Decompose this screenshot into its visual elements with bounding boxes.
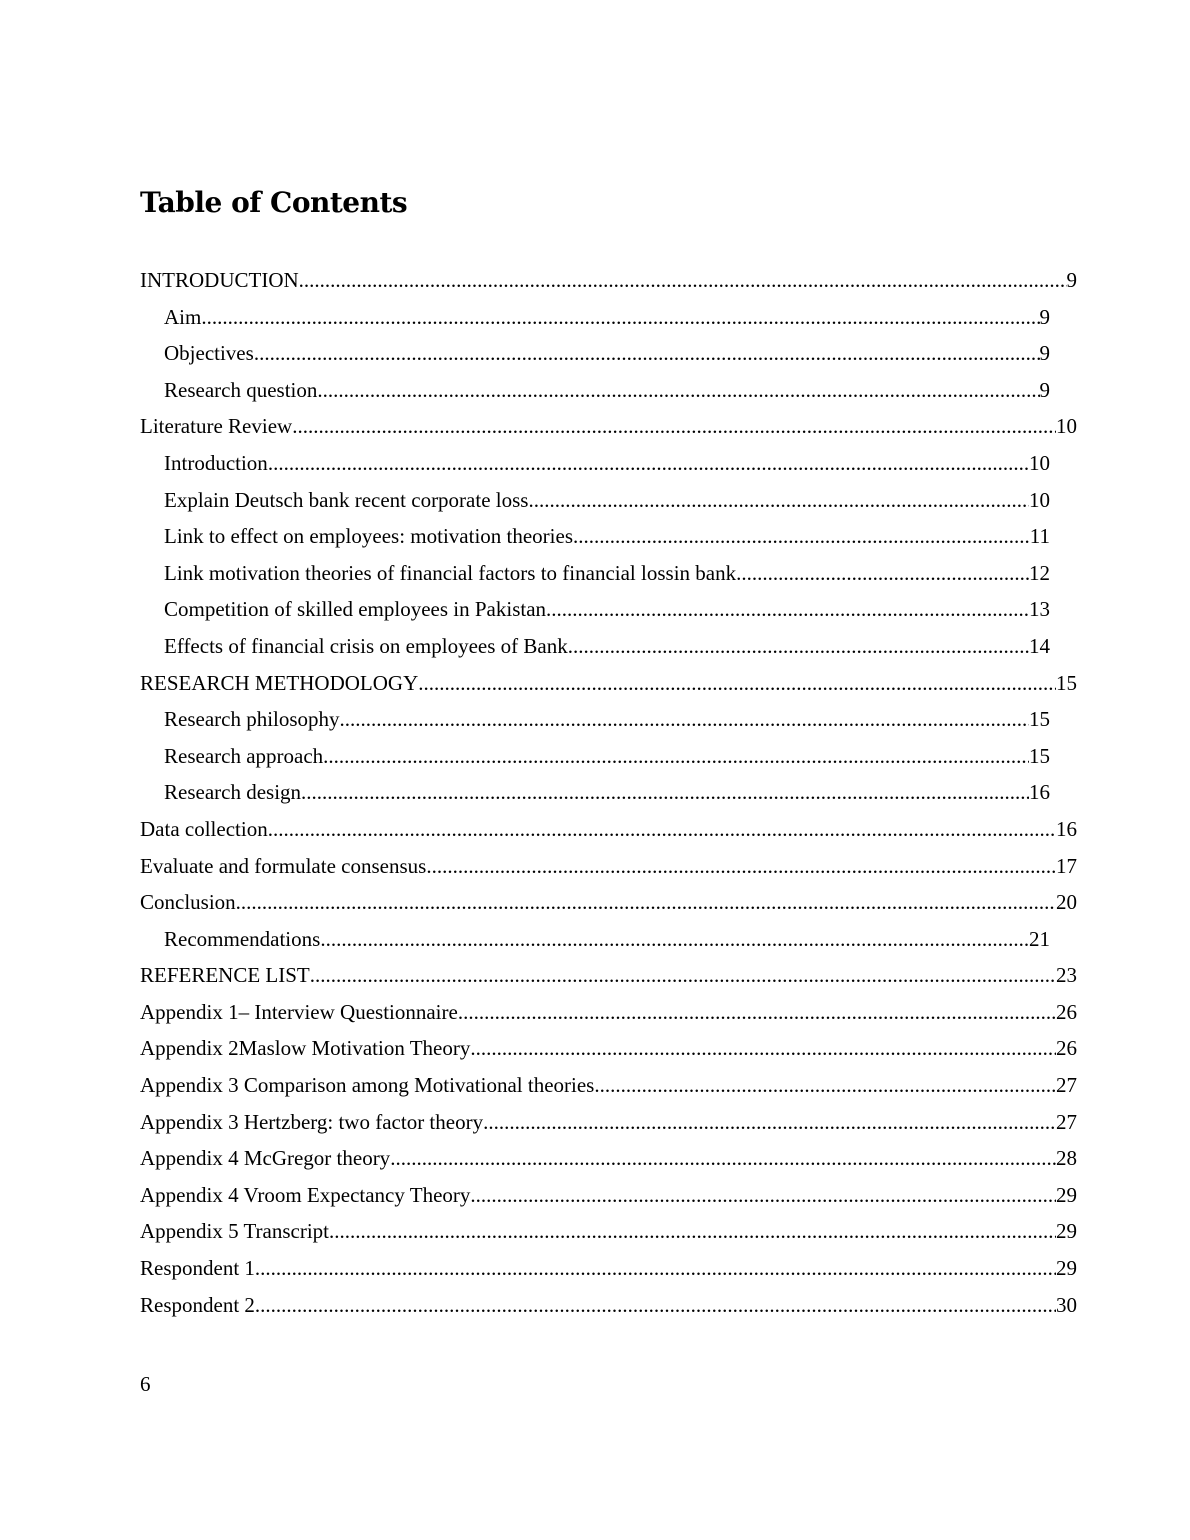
toc-entry-page: 12	[1029, 560, 1050, 585]
toc-dot-leader	[310, 957, 1056, 994]
toc-entry[interactable]	[140, 811, 1077, 848]
toc-entry-title: Appendix 5 Transcript	[140, 1219, 329, 1244]
toc-dot-leader	[458, 994, 1056, 1031]
toc-entry-page: 27	[1056, 1109, 1077, 1134]
toc-entry-page: 9	[1039, 341, 1050, 366]
toc-entry-title: Recommendations	[164, 926, 321, 951]
toc-entry-page: 23	[1056, 963, 1077, 988]
toc-dot-leader	[426, 848, 1056, 885]
page-number: 6	[140, 1372, 151, 1396]
toc-dot-leader	[568, 628, 1029, 665]
toc-dot-leader	[418, 665, 1056, 702]
toc-entry-page: 10	[1029, 487, 1050, 512]
toc-entry-page: 9	[1066, 268, 1077, 292]
toc-dot-leader	[329, 1213, 1056, 1250]
toc-entry-page: 20	[1056, 890, 1077, 915]
toc-dot-leader	[268, 811, 1056, 848]
toc-entry[interactable]	[164, 518, 1050, 555]
toc-dot-leader	[292, 408, 1056, 445]
toc-entry-page: 26	[1056, 1036, 1077, 1061]
toc-entry-title: Appendix 4 McGregor theory	[140, 1146, 391, 1171]
toc-entry[interactable]	[140, 1177, 1077, 1214]
toc-entry[interactable]	[164, 921, 1050, 958]
toc-entry-title: Appendix 4 Vroom Expectancy Theory	[140, 1182, 471, 1207]
toc-entry-title: Appendix 3 Hertzberg: two factor theory	[140, 1109, 484, 1134]
toc-dot-leader	[255, 1250, 1056, 1287]
toc-entry-title: REFERENCE LIST	[140, 963, 310, 988]
toc-entry-page: 27	[1056, 1073, 1077, 1098]
toc-entry[interactable]	[164, 628, 1050, 665]
toc-dot-leader	[470, 1177, 1056, 1214]
toc-entry-title: Research design	[164, 780, 302, 805]
toc-entry[interactable]	[140, 1140, 1077, 1177]
toc-dot-leader	[323, 738, 1029, 775]
toc-entry-title: Effects of financial crisis on employees of Bank	[164, 633, 568, 658]
toc-dot-leader	[594, 1067, 1056, 1104]
toc-entry-page: 17	[1056, 853, 1077, 878]
toc-entry-title: Introduction	[164, 450, 268, 475]
toc-entry-title: Conclusion	[140, 890, 236, 915]
toc-entry-page: 11	[1029, 524, 1050, 549]
toc-entry-page: 16	[1056, 816, 1077, 841]
toc-entry-title: Evaluate and formulate consensus	[140, 853, 427, 878]
toc-heading: Table of Contents	[140, 186, 408, 219]
toc-dot-leader	[301, 774, 1029, 811]
toc-entry-title: Link to effect on employees: motivation theories	[164, 524, 574, 549]
toc-entry[interactable]	[140, 262, 1077, 299]
toc-dot-leader	[255, 1287, 1056, 1324]
toc-entry-title: Explain Deutsch bank recent corporate loss	[164, 487, 529, 512]
toc-entry-title: Respondent 2	[140, 1292, 255, 1317]
toc-entry-page: 13	[1029, 597, 1050, 622]
toc-entry-page: 29	[1056, 1219, 1077, 1244]
toc-entry[interactable]	[164, 738, 1050, 775]
toc-entry[interactable]	[140, 884, 1077, 921]
toc-entry[interactable]	[140, 994, 1077, 1031]
toc-entry-title: Competition of skilled employees in Pakistan	[164, 597, 547, 622]
toc-dot-leader	[546, 591, 1029, 628]
toc-entry-title: RESEARCH METHODOLOGY	[140, 670, 419, 695]
toc-entry[interactable]	[140, 665, 1077, 702]
toc-entry[interactable]	[140, 1067, 1077, 1104]
toc-dot-leader	[320, 921, 1029, 958]
toc-entry[interactable]	[140, 1250, 1077, 1287]
toc-entry-page: 30	[1056, 1292, 1077, 1317]
toc-entry-title: Appendix 1– Interview Questionnaire	[140, 999, 458, 1024]
toc-dot-leader	[340, 701, 1029, 738]
toc-entry-page: 9	[1039, 377, 1050, 402]
toc-entry-title: Research approach	[164, 743, 324, 768]
toc-dot-leader	[299, 262, 1067, 299]
toc-entry[interactable]	[164, 372, 1050, 409]
toc-list	[140, 262, 1080, 1323]
toc-entry-title: Objectives	[164, 341, 254, 366]
toc-entry-title: Appendix 3 Comparison among Motivational theories	[140, 1073, 595, 1098]
toc-entry-page: 15	[1029, 743, 1050, 768]
toc-dot-leader	[736, 555, 1029, 592]
toc-entry[interactable]	[140, 408, 1077, 445]
toc-entry-title: Aim	[164, 304, 202, 329]
toc-entry-page: 29	[1056, 1256, 1077, 1281]
toc-entry-page: 10	[1056, 414, 1077, 439]
toc-dot-leader	[528, 482, 1029, 519]
toc-entry-page: 15	[1056, 670, 1077, 695]
toc-entry[interactable]	[164, 701, 1050, 738]
toc-dot-leader	[470, 1030, 1056, 1067]
toc-entry[interactable]	[164, 482, 1050, 519]
toc-entry-title: INTRODUCTION	[140, 268, 299, 292]
toc-entry[interactable]	[164, 591, 1050, 628]
toc-entry-page: 29	[1056, 1182, 1077, 1207]
toc-entry[interactable]	[164, 555, 1050, 592]
toc-entry-page: 28	[1056, 1146, 1077, 1171]
toc-entry-title: Research philosophy	[164, 707, 340, 732]
toc-dot-leader	[483, 1104, 1056, 1141]
toc-dot-leader	[236, 884, 1056, 921]
toc-entry-page: 16	[1029, 780, 1050, 805]
toc-entry-page: 10	[1029, 450, 1050, 475]
toc-dot-leader	[268, 445, 1029, 482]
toc-entry-page: 15	[1029, 707, 1050, 732]
toc-entry[interactable]	[164, 445, 1050, 482]
toc-entry[interactable]	[164, 774, 1050, 811]
toc-entry[interactable]	[140, 1104, 1077, 1141]
toc-entry-title: Data collection	[140, 816, 268, 841]
toc-dot-leader	[390, 1140, 1056, 1177]
toc-entry-title: Link motivation theories of financial factors to financial lossin bank	[164, 560, 737, 585]
toc-entry-page: 26	[1056, 999, 1077, 1024]
toc-entry-title: Literature Review	[140, 414, 293, 439]
toc-entry-page: 14	[1029, 633, 1050, 658]
toc-entry-page: 9	[1039, 304, 1050, 329]
toc-dot-leader	[201, 299, 1039, 336]
toc-entry[interactable]	[140, 848, 1077, 885]
toc-entry[interactable]	[140, 957, 1077, 994]
toc-dot-leader	[317, 372, 1039, 409]
toc-entry[interactable]	[164, 335, 1050, 372]
toc-entry[interactable]	[140, 1030, 1077, 1067]
toc-entry[interactable]	[140, 1213, 1077, 1250]
toc-entry[interactable]	[164, 299, 1050, 336]
toc-entry-title: Respondent 1	[140, 1256, 255, 1281]
toc-entry-page: 21	[1029, 926, 1050, 951]
toc-entry[interactable]	[140, 1287, 1077, 1324]
toc-entry-title: Research question	[164, 377, 318, 402]
toc-dot-leader	[254, 335, 1040, 372]
toc-entry-title: Appendix 2Maslow Motivation Theory	[140, 1036, 471, 1061]
toc-dot-leader	[573, 518, 1030, 555]
